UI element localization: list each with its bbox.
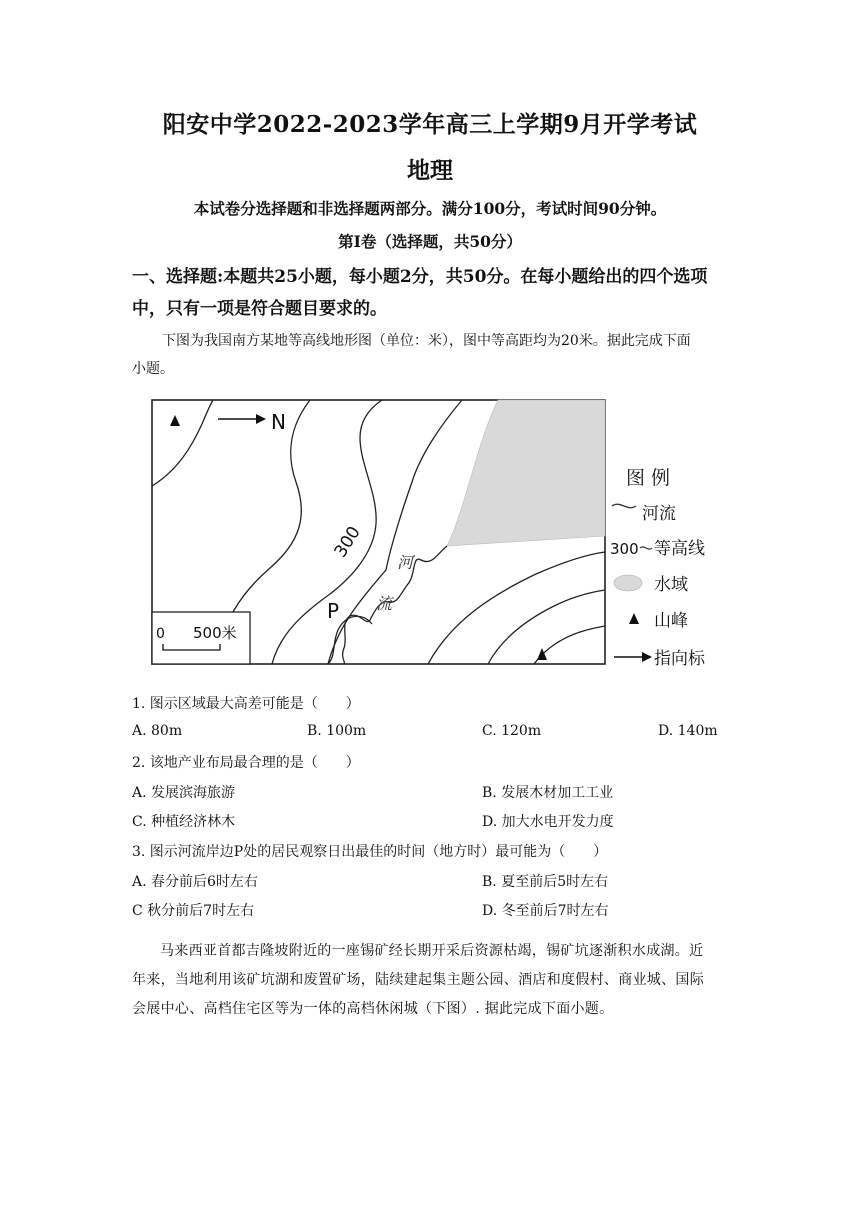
question-2-option-d: D. 加大水电开发力度	[482, 814, 614, 830]
question-3-option-c: C 秋分前后7时左右	[132, 903, 255, 919]
legend-river: 河流	[642, 504, 676, 524]
stem2-line1: 马来西亚首都吉隆坡附近的一座锡矿经长期开采后资源枯竭，锡矿坑逐渐积水成湖。近	[160, 943, 704, 959]
exam-info: 本试卷分选择题和非选择题两部分。满分100分，考试时间90分钟。	[193, 199, 667, 218]
question-2-option-a: A. 发展滨海旅游	[132, 785, 236, 801]
stem1-line1: 下图为我国南方某地等高线地形图（单位：米），图中等高距均为20米。据此完成下面	[162, 333, 691, 349]
legend-title: 图 例	[626, 467, 671, 489]
stem1-line2: 小题。	[132, 361, 174, 377]
river-label-char2: 流	[376, 594, 393, 613]
part-instruction-line2: 中，只有一项是符合题目要求的。	[132, 299, 387, 319]
scale-value: 500米	[193, 624, 237, 642]
question-2-option-b: B. 发展木材加工工业	[482, 785, 614, 801]
contour-value-label: 300	[330, 522, 365, 562]
question-1-option-d: D. 140m	[658, 723, 718, 739]
legend-river-line	[612, 504, 636, 507]
scale-zero: 0	[156, 626, 165, 642]
stem2-line2: 年来，当地利用该矿坑湖和废置矿场，陆续建起集主题公园、酒店和度假村、商业城、国际	[132, 972, 704, 988]
section-title: 第Ⅰ卷（选择题，共50分）	[338, 232, 522, 251]
question-1-option-b: B. 100m	[307, 723, 367, 739]
legend-contour: 等高线	[654, 539, 705, 559]
legend-contour-line	[640, 547, 652, 549]
question-3-option-a: A. 春分前后6时左右	[132, 874, 258, 890]
legend-peak: 山峰	[654, 611, 688, 631]
stem2-line3: 会展中心、高档住宅区等为一体的高档休闲城（下图）. 据此完成下面小题。	[132, 1001, 614, 1017]
legend-water-swatch	[614, 575, 642, 591]
question-1-option-a: A. 80m	[132, 723, 183, 739]
legend-water: 水域	[654, 575, 688, 595]
legend-peak-icon	[629, 613, 639, 624]
question-3-option-b: B. 夏至前后5时左右	[482, 874, 609, 890]
question-3-stem: 3. 图示河流岸边P处的居民观察日出最佳的时间（地方时）最可能为（ ）	[132, 844, 608, 860]
contour-map	[150, 398, 720, 673]
point-p-label: P	[327, 599, 340, 623]
legend-contour-value: 300	[610, 540, 639, 558]
exam-title: 阳安中学2022-2023学年高三上学期9月开学考试	[162, 111, 698, 138]
question-1-stem: 1. 图示区域最大高差可能是（ ）	[132, 696, 360, 712]
legend-arrow: 指向标	[654, 649, 705, 669]
question-3-option-d: D. 冬至前后7时左右	[482, 903, 609, 919]
legend-arrow-icon	[642, 652, 652, 662]
river-label-char1: 河	[397, 553, 414, 572]
question-1-option-c: C. 120m	[482, 723, 542, 739]
part-instruction-line1: 一、选择题:本题共25小题，每小题2分，共50分。在每小题给出的四个选项	[132, 267, 708, 287]
north-label: N	[271, 410, 286, 434]
subject-title: 地理	[407, 157, 453, 184]
question-2-option-c: C. 种植经济林木	[132, 814, 236, 830]
question-2-stem: 2. 该地产业布局最合理的是（ ）	[132, 755, 360, 771]
